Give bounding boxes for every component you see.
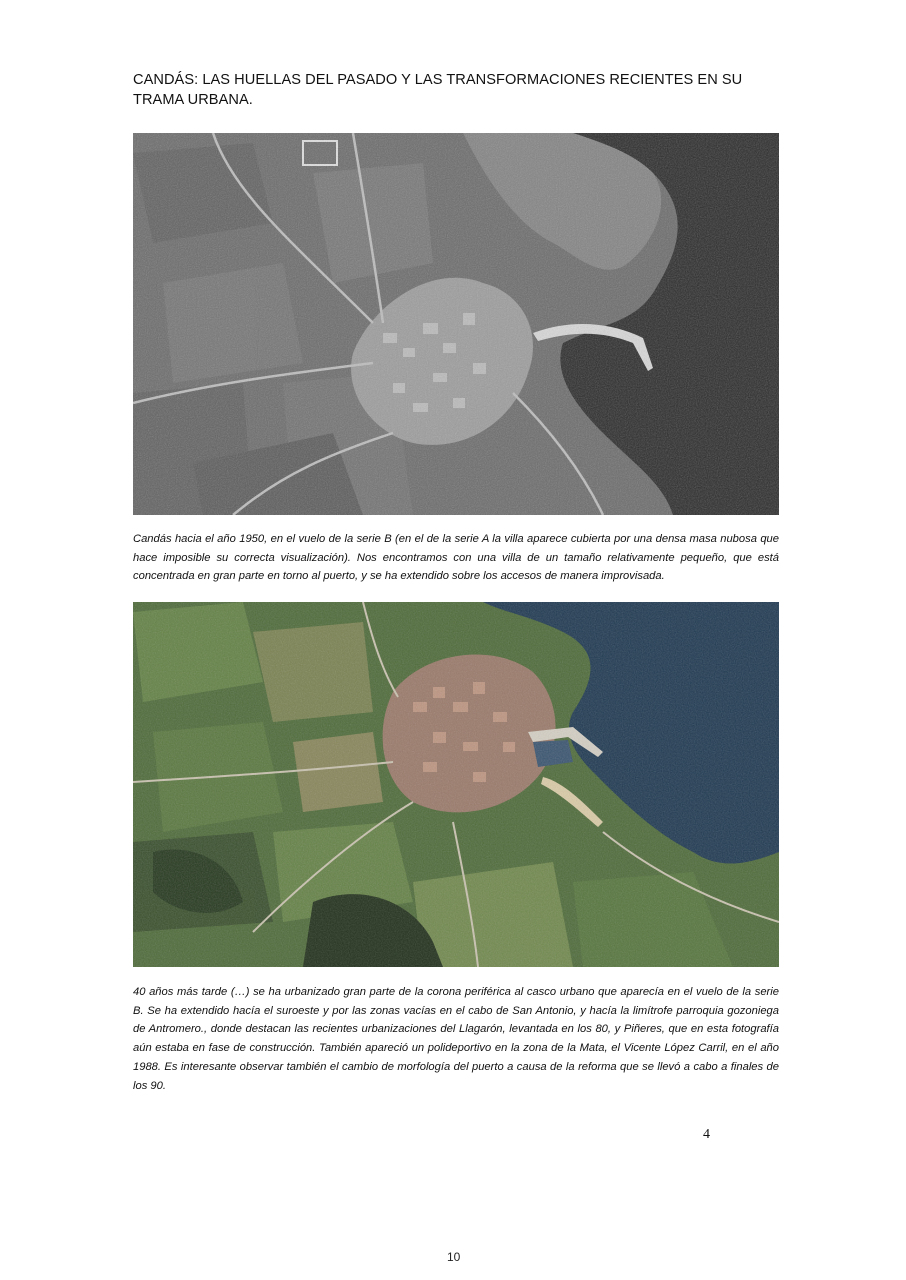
- aerial-photo-1950-image: [133, 133, 779, 515]
- footer-number: 10: [447, 1250, 461, 1264]
- page-number: 4: [703, 1127, 710, 1142]
- aerial-photo-color-image: [133, 602, 779, 967]
- aerial-photo-color: [133, 602, 779, 967]
- figure-caption-1: Candás hacia el año 1950, en el vuelo de la serie B (en el de la serie A la villa aparece cubierta por una densa masa nubosa que hace imposible su correcta visualización). Nos encontramos con una villa de un tamaño relativamente pequeño, que está concentrada en gran parte en torno al puerto, y se ha extendido sobre los accesos de manera improvisada.: [133, 533, 779, 583]
- aerial-photo-1950: [133, 133, 779, 515]
- page-title: CANDÁS: LAS HUELLAS DEL PASADO Y LAS TRANSFORMACIONES RECIENTES EN SU TRAMA URBANA.: [133, 72, 743, 108]
- figure-caption-2: 40 años más tarde (…) se ha urbanizado gran parte de la corona periférica al casco urbano que aparecía en el vuelo de la serie B. Se ha extendido hacía el suroeste y por las zonas vacías en el cabo de San Antonio, y hacía la limítrofe parroquia gozoniega de Antromero., donde destacan las recientes urbanizaciones del Llagarón, levantada en los 80, y Piñeres, que en esta fotografía aún estaba en fase de construcción. También apareció un polideportivo en la zona de la Mata, el Vicente López Carril, en el año 1988. Es interesante observar también el cambio de morfología del puerto a causa de la reforma que se llevó a cabo a finales de los 90.: [133, 986, 779, 1092]
